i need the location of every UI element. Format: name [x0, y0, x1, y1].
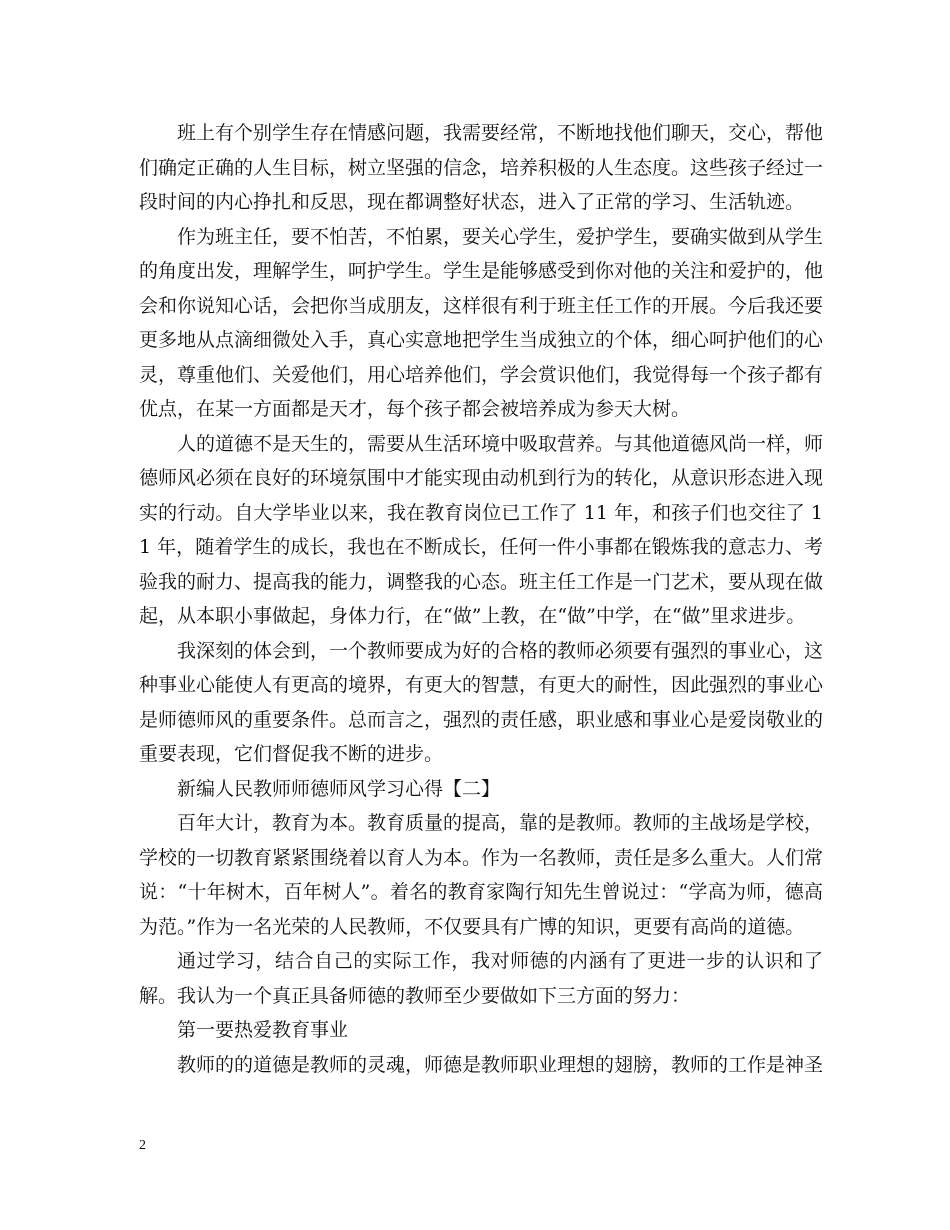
- section-heading: 新编人民教师师德师风学习心得【二】: [177, 777, 501, 800]
- subheading-first-point: 第一要热爱教育事业: [177, 1019, 349, 1041]
- paragraph-1: 班上有个别学生存在情感问题，我需要经常，不断地找他们聊天，交心，帮他们确定正确的人生目标，树立坚强的信念，培养积极的人生态度。这些孩子经过一段时间的内心挣扎和反思，现在都调整好状态，进入了正常的学习、生活轨迹。: [139, 122, 824, 213]
- page-number: 2: [139, 1138, 146, 1153]
- paragraph-7: 教师的的道德是教师的灵魂，师德是教师职业理想的翅膀，教师的工作是神圣: [177, 1053, 824, 1076]
- paragraph-4: 我深刻的体会到，一个教师要成为好的合格的教师必须要有强烈的事业心，这种事业心能使人有更高的境界，有更大的智慧，有更大的耐性，因此强烈的事业心是师德师风的重要条件。总而言之，强烈的责任感，职业感和事业心是爱岗敬业的重要表现，它们督促我不断的进步。: [139, 639, 824, 765]
- paragraph-5: 百年大计，教育为本。教育质量的提高，靠的是教师。教师的主战场是学校，学校的一切教育紧紧围绕着以育人为本。作为一名教师，责任是多么重大。人们常说：“十年树木，百年树人”。着名的教育家陶行知先生曾说过：“学高为师，德高为范。”作为一名光荣的人民教师，不仅要具有广博的知识，更要有高尚的道德。: [139, 812, 824, 938]
- paragraph-3: 人的道德不是天生的，需要从生活环境中吸取营养。与其他道德风尚一样，师德师风必须在良好的环境氛围中才能实现由动机到行为的转化，从意识形态进入现实的行动。自大学毕业以来，我在教育岗位已工作了 11 年，和孩子们也交往了 11 年，随着学生的成长，我也在不断成长，任何一件小事都在锻炼我的意志力、考验我的耐力、提高我的能力，调整我的心态。班主任工作是一门艺术，要从现在做起，从本职小事做起，身体力行，在“做”上教，在“做”中学，在“做”里求进步。: [139, 432, 824, 627]
- paragraph-6: 通过学习，结合自己的实际工作，我对师德的内涵有了更进一步的认识和了解。我认为一个真正具备师德的教师至少要做如下三方面的努力：: [139, 950, 823, 1007]
- body-text: [139, 116, 823, 1082]
- paragraph-2: 作为班主任，要不怕苦，不怕累，要关心学生，爱护学生，要确实做到从学生的角度出发，理解学生，呵护学生。学生是能够感受到你对他的关注和爱护的，他会和你说知心话，会把你当成朋友，这样很有利于班主任工作的开展。今后我还要更多地从点滴细微处入手，真心实意地把学生当成独立的个体，细心呵护他们的心灵，尊重他们、关爱他们，用心培养他们，学会赏识他们，我觉得每一个孩子都有优点，在某一方面都是天才，每个孩子都会被培养成为参天大树。: [139, 225, 824, 420]
